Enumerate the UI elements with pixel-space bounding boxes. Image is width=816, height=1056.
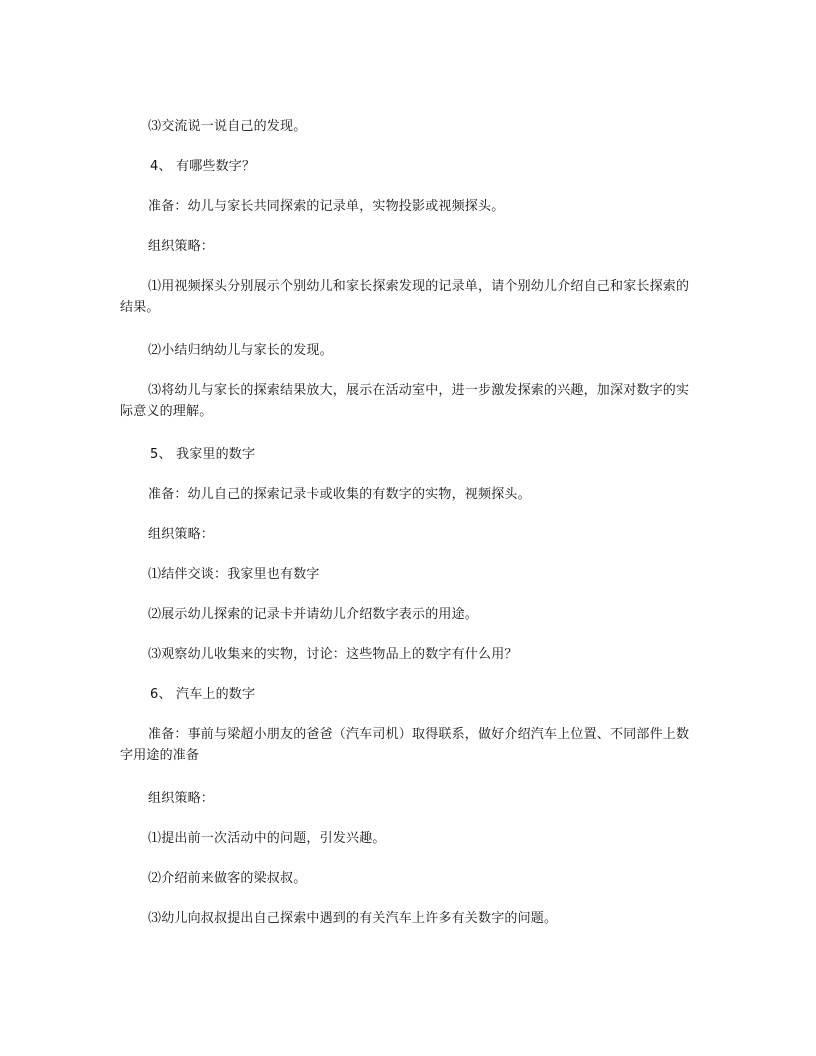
paragraph-strategy-4-2: ⑵小结归纳幼儿与家长的发现。 <box>148 343 333 358</box>
section-heading-5: 5、 我家里的数字 <box>150 447 256 462</box>
paragraph-preparation-6: 准备：事前与梁超小朋友的爸爸（汽车司机）取得联系，做好介绍汽车上位置、不同部件上数字用途的准备 <box>120 727 690 763</box>
paragraph-strategy-5-3: ⑶观察幼儿收集来的实物，讨论：这些物品上的数字有什么用？ <box>148 647 518 662</box>
paragraph-strategy-5-2: ⑵展示幼儿探索的记录卡并请幼儿介绍数字表示的用途。 <box>148 607 479 622</box>
paragraph-strategy-6-2: ⑵介绍前来做客的梁叔叔。 <box>148 871 307 886</box>
paragraph-strategy-label-5: 组织策略： <box>148 527 215 542</box>
paragraph-preparation-5: 准备：幼儿自己的探索记录卡或收集的有数字的实物，视频探头。 <box>148 487 531 502</box>
paragraph-discuss-findings: ⑶交流说一说自己的发现。 <box>148 119 307 134</box>
section-heading-4: 4、 有哪些数字？ <box>150 159 256 174</box>
section-heading-6: 6、 汽车上的数字 <box>150 687 256 702</box>
paragraph-strategy-label-6: 组织策略： <box>148 791 215 806</box>
paragraph-preparation-4: 准备：幼儿与家长共同探索的记录单，实物投影或视频探头。 <box>148 199 505 214</box>
paragraph-strategy-4-1: ⑴用视频探头分别展示个别幼儿和家长探索发现的记录单，请个别幼儿介绍自己和家长探索的结果。 <box>120 279 690 315</box>
paragraph-strategy-label-4: 组织策略： <box>148 239 215 254</box>
paragraph-strategy-6-1: ⑴提出前一次活动中的问题，引发兴趣。 <box>148 831 386 846</box>
paragraph-strategy-4-3: ⑶将幼儿与家长的探索结果放大，展示在活动室中，进一步激发探索的兴趣，加深对数字的实际意义的理解。 <box>120 383 690 419</box>
paragraph-strategy-5-1: ⑴结伴交谈：我家里也有数字 <box>148 567 320 582</box>
paragraph-strategy-6-3: ⑶幼儿向叔叔提出自己探索中遇到的有关汽车上许多有关数字的问题。 <box>148 911 558 926</box>
